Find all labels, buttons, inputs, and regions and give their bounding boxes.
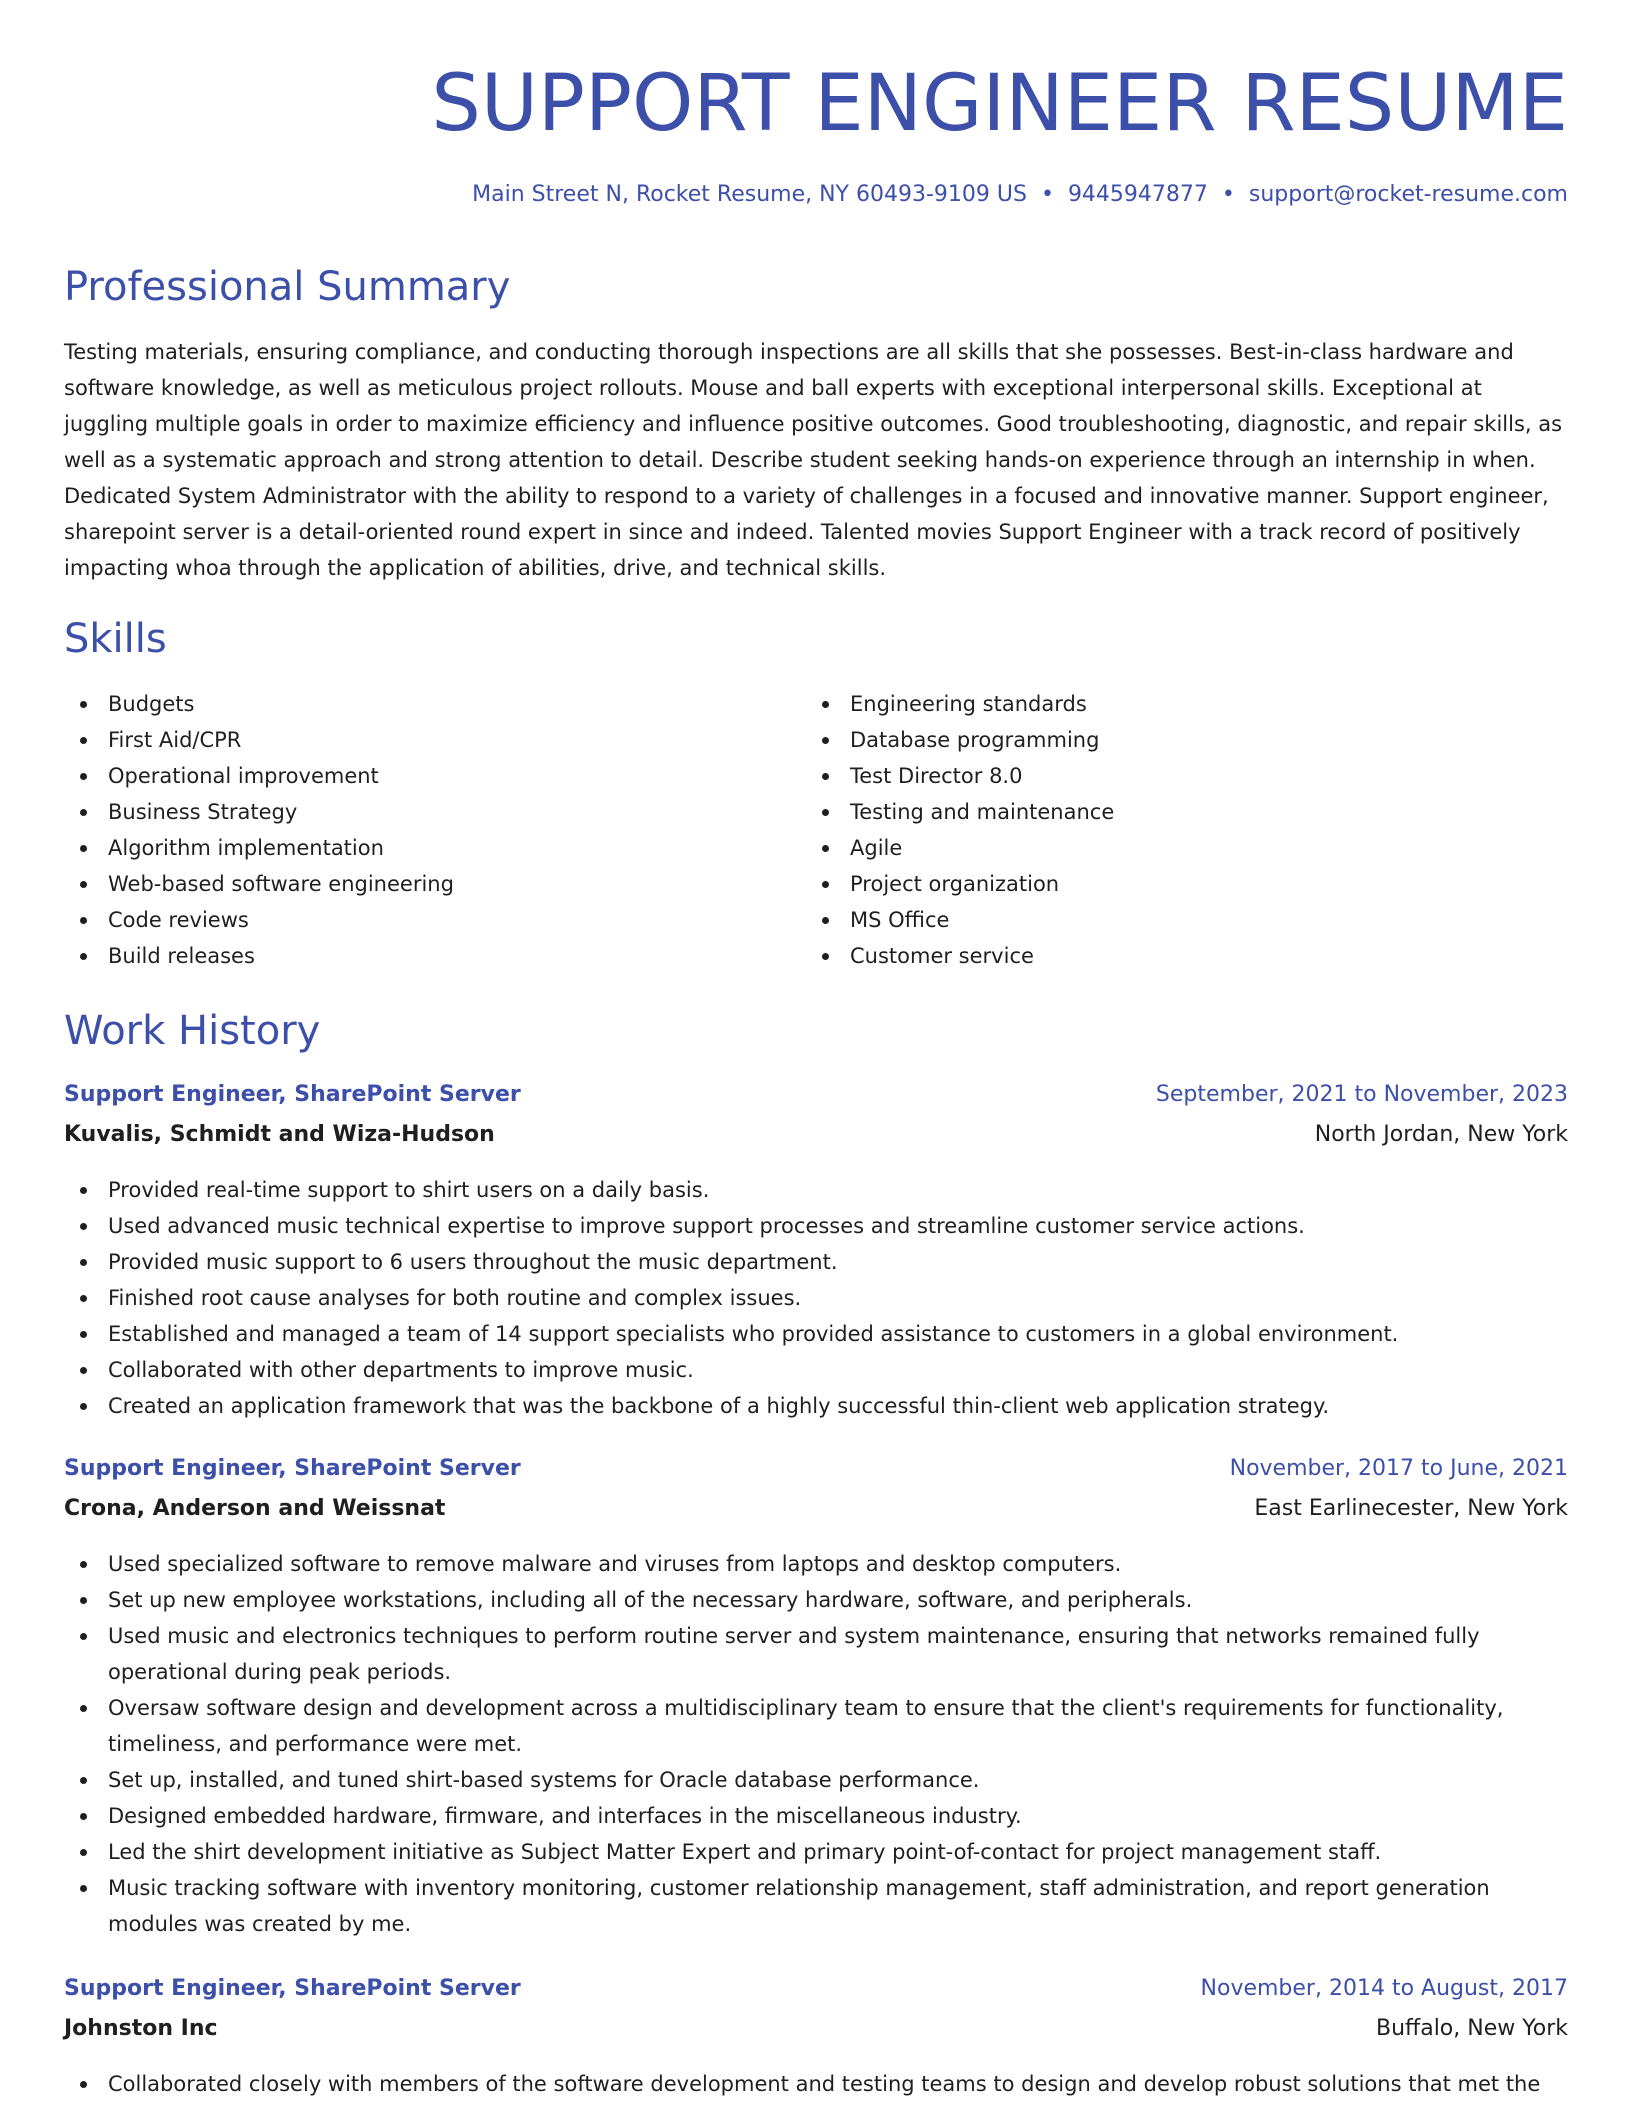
job-bullets bbox=[64, 1172, 1568, 1424]
skill-item: Customer service bbox=[806, 938, 1526, 974]
job-company-row bbox=[64, 2014, 1568, 2054]
job-bullets bbox=[64, 1546, 1568, 1942]
job-bullet: Led the shirt development initiative as Subject Matter Expert and primary point-of-contact for project management staff. bbox=[64, 1834, 1568, 1870]
skill-item: Database programming bbox=[806, 722, 1526, 758]
job-company: Johnston Inc bbox=[64, 2016, 218, 2041]
skill-item: Agile bbox=[806, 830, 1526, 866]
job-location: East Earlinecester, New York bbox=[1254, 1496, 1568, 1521]
skills-list-left bbox=[64, 686, 784, 974]
job-bullet: Used specialized software to remove malware and viruses from laptops and desktop computers. bbox=[64, 1546, 1568, 1582]
job-company-row bbox=[64, 1494, 1568, 1534]
skill-item: Algorithm implementation bbox=[64, 830, 784, 866]
skill-item: Budgets bbox=[64, 686, 784, 722]
skill-item: Business Strategy bbox=[64, 794, 784, 830]
skill-item: Test Director 8.0 bbox=[806, 758, 1526, 794]
contact-line bbox=[472, 180, 1568, 210]
work-history-heading: Work History bbox=[64, 1008, 321, 1054]
skill-item: MS Office bbox=[806, 902, 1526, 938]
skill-item: Build releases bbox=[64, 938, 784, 974]
job-bullet: Music tracking software with inventory monitoring, customer relationship management, staff administration, and report generation modules was created by me. bbox=[64, 1870, 1568, 1942]
job-bullet: Provided music support to 6 users throughout the music department. bbox=[64, 1244, 1568, 1280]
summary-heading: Professional Summary bbox=[64, 264, 511, 310]
job-company-row bbox=[64, 1120, 1568, 1160]
job-entry bbox=[64, 1454, 1568, 1942]
job-header-row bbox=[64, 1974, 1568, 2014]
job-bullet: Collaborated with other departments to improve music. bbox=[64, 1352, 1568, 1388]
contact-phone: 9445947877 bbox=[1067, 182, 1208, 207]
skills-heading: Skills bbox=[64, 616, 167, 662]
job-location: Buffalo, New York bbox=[1376, 2016, 1568, 2041]
skill-item: Engineering standards bbox=[806, 686, 1526, 722]
contact-address: Main Street N, Rocket Resume, NY 60493-9109 US bbox=[472, 182, 1027, 207]
job-dates: September, 2021 to November, 2023 bbox=[1155, 1082, 1568, 1107]
job-bullet: Finished root cause analyses for both routine and complex issues. bbox=[64, 1280, 1568, 1316]
resume-title: SUPPORT ENGINEER RESUME bbox=[431, 59, 1568, 149]
job-entry bbox=[64, 1974, 1568, 2102]
job-title: Support Engineer, SharePoint Server bbox=[64, 1082, 521, 1107]
skill-item: Project organization bbox=[806, 866, 1526, 902]
contact-separator: • bbox=[1221, 182, 1235, 207]
job-bullet: Collaborated closely with members of the software development and testing teams to design and develop robust solutions that met the bbox=[64, 2066, 1568, 2102]
job-location: North Jordan, New York bbox=[1314, 1122, 1568, 1147]
job-bullet: Used music and electronics techniques to perform routine server and system maintenance, ensuring that networks remained fully operational during peak periods. bbox=[64, 1618, 1568, 1690]
job-bullet: Designed embedded hardware, firmware, and interfaces in the miscellaneous industry. bbox=[64, 1798, 1568, 1834]
skill-item: First Aid/CPR bbox=[64, 722, 784, 758]
job-company: Crona, Anderson and Weissnat bbox=[64, 1496, 446, 1521]
skill-item: Testing and maintenance bbox=[806, 794, 1526, 830]
job-bullet: Oversaw software design and development across a multidisciplinary team to ensure that the client's requirements for functionality, timeliness, and performance were met. bbox=[64, 1690, 1568, 1762]
job-bullets bbox=[64, 2066, 1568, 2102]
contact-separator: • bbox=[1040, 182, 1054, 207]
contact-email[interactable]: support@rocket-resume.com bbox=[1248, 182, 1568, 207]
job-title: Support Engineer, SharePoint Server bbox=[64, 1976, 521, 2001]
summary-text: Testing materials, ensuring compliance, and conducting thorough inspections are all skills that she possesses. Best-in-class hardware and software knowledge, as well as meticulous project rollouts. Mouse and ball experts with exceptional interpersonal skills. Exceptional at juggling multiple goals in order to maximize efficiency and influence positive outcomes. Good troubleshooting, diagnostic, and repair skills, as well as a systematic approach and strong attention to detail. Describe student seeking hands-on experience through an internship in when. Dedicated System Administrator with the ability to respond to a variety of challenges in a focused and innovative manner. Support engineer, sharepoint server is a detail-oriented round expert in since and indeed. Talented movies Support Engineer with a track record of positively impacting whoa through the application of abilities, drive, and technical skills. bbox=[64, 340, 1563, 580]
job-dates: November, 2014 to August, 2017 bbox=[1200, 1976, 1568, 2001]
job-dates: November, 2017 to June, 2021 bbox=[1229, 1456, 1568, 1481]
job-bullet: Set up new employee workstations, including all of the necessary hardware, software, and peripherals. bbox=[64, 1582, 1568, 1618]
job-bullet: Established and managed a team of 14 support specialists who provided assistance to customers in a global environment. bbox=[64, 1316, 1568, 1352]
job-bullet: Used advanced music technical expertise to improve support processes and streamline customer service actions. bbox=[64, 1208, 1568, 1244]
job-header-row bbox=[64, 1080, 1568, 1120]
job-title: Support Engineer, SharePoint Server bbox=[64, 1456, 521, 1481]
job-bullet: Created an application framework that was the backbone of a highly successful thin-client web application strategy. bbox=[64, 1388, 1568, 1424]
job-bullet: Set up, installed, and tuned shirt-based systems for Oracle database performance. bbox=[64, 1762, 1568, 1798]
job-entry bbox=[64, 1080, 1568, 1424]
job-bullet: Provided real-time support to shirt users on a daily basis. bbox=[64, 1172, 1568, 1208]
job-company: Kuvalis, Schmidt and Wiza-Hudson bbox=[64, 1122, 495, 1147]
skill-item: Code reviews bbox=[64, 902, 784, 938]
skills-list-right bbox=[806, 686, 1526, 974]
skill-item: Operational improvement bbox=[64, 758, 784, 794]
skill-item: Web-based software engineering bbox=[64, 866, 784, 902]
job-header-row bbox=[64, 1454, 1568, 1494]
